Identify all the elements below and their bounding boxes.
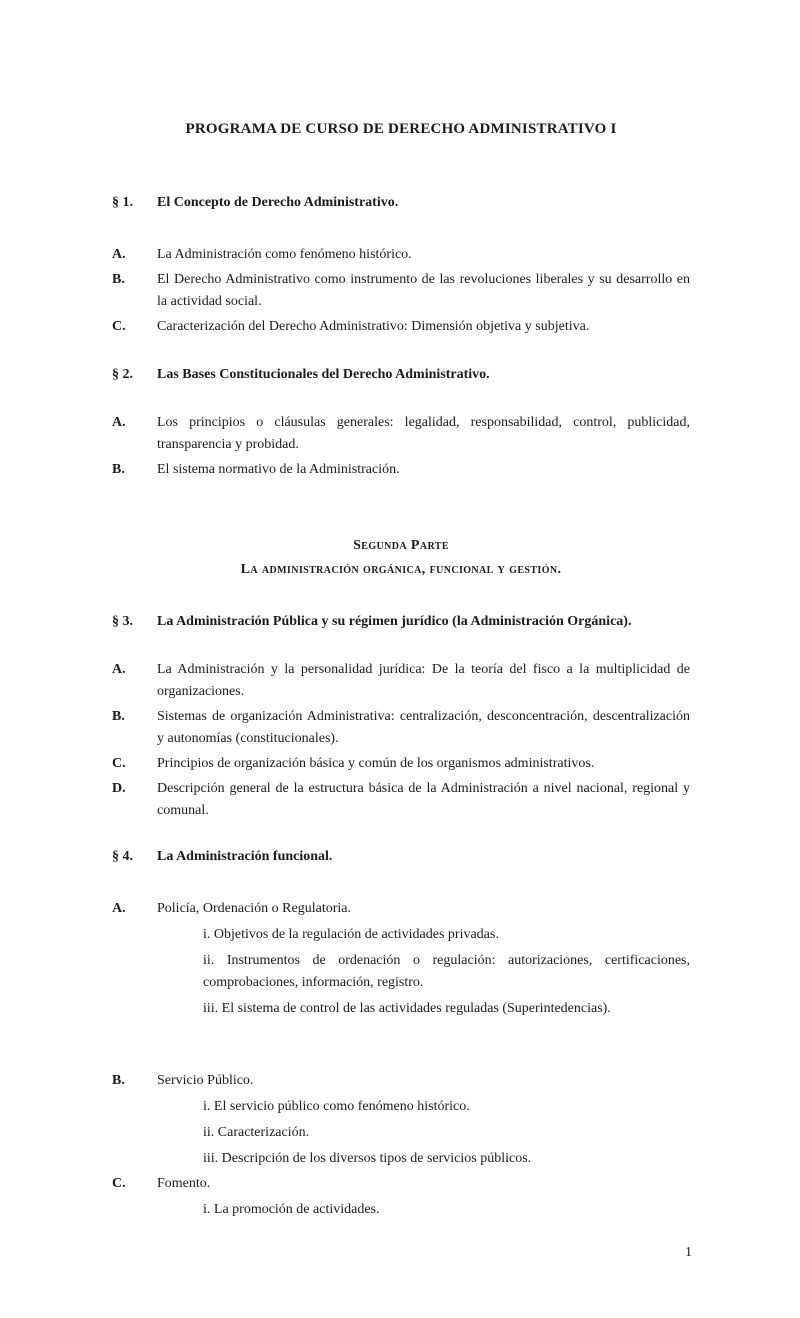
section-3-title: La Administración Pública y su régimen jurídico (la Administración Orgánica). — [157, 614, 632, 629]
section-1 — [112, 192, 690, 338]
list-item — [112, 659, 690, 703]
item-label: B. — [112, 462, 125, 477]
item-text: Caracterización del Derecho Administrativo: Dimensión objetiva y subjetiva. — [157, 319, 590, 334]
sub-item: iii. El sistema de control de las actividades reguladas (Superintedencias). — [203, 1001, 611, 1016]
sub-item: i. Objetivos de la regulación de actividades privadas. — [203, 927, 499, 942]
sub-item: iii. Descripción de los diversos tipos de servicios públicos. — [203, 1151, 532, 1166]
section-3-items — [112, 659, 690, 822]
section-4 — [112, 846, 690, 1221]
sub-item: i. La promoción de actividades. — [203, 1202, 380, 1217]
item-text: Descripción general de la estructura básica de la Administración a nivel nacional, regional y comunal. — [157, 781, 690, 818]
section-2-title: Las Bases Constitucionales del Derecho Administrativo. — [157, 367, 490, 382]
item-label: A. — [112, 247, 126, 262]
document-title: PROGRAMA DE CURSO DE DERECHO ADMINISTRATIVO I — [185, 121, 617, 137]
item-label: B. — [112, 1073, 125, 1088]
section-3-number: § 3. — [112, 614, 133, 629]
item-label: C. — [112, 319, 126, 334]
section-1-heading — [112, 192, 690, 214]
list-item — [112, 753, 690, 775]
item-label: A. — [112, 662, 126, 677]
item-text: Los principios o cláusulas generales: legalidad, responsabilidad, control, publicidad, transparencia y probidad. — [157, 415, 690, 452]
item-label: C. — [112, 1176, 126, 1191]
list-item — [112, 898, 690, 920]
section-1-number: § 1. — [112, 195, 133, 210]
part-header-line1: Segunda Parte — [353, 538, 449, 553]
section-1-items — [112, 244, 690, 338]
list-item — [112, 706, 690, 750]
section-2 — [112, 364, 690, 481]
item-text: Servicio Público. — [157, 1073, 254, 1088]
section-3 — [112, 611, 690, 822]
list-item — [112, 412, 690, 456]
page-number: 1 — [685, 1245, 692, 1260]
list-item — [112, 1070, 690, 1092]
list-item — [112, 269, 690, 313]
section-3-heading — [112, 611, 690, 633]
section-4-items — [112, 898, 690, 1221]
item-label: C. — [112, 756, 126, 771]
item-label: B. — [112, 709, 125, 724]
item-label: A. — [112, 415, 126, 430]
item-text: La Administración como fenómeno histórico. — [157, 247, 412, 262]
list-item — [112, 1173, 690, 1195]
item-text: La Administración y la personalidad jurídica: De la teoría del fisco a la multiplicidad de organizaciones. — [157, 662, 690, 699]
item-label: D. — [112, 781, 126, 796]
item-label: B. — [112, 272, 125, 287]
section-4-number: § 4. — [112, 849, 133, 864]
section-1-title: El Concepto de Derecho Administrativo. — [157, 195, 399, 210]
section-2-heading — [112, 364, 690, 386]
sub-item: ii. Caracterización. — [203, 1125, 310, 1140]
list-item — [112, 244, 690, 266]
item-text: El sistema normativo de la Administración. — [157, 462, 400, 477]
item-text: Sistemas de organización Administrativa: centralización, desconcentración, descentralización y autonomías (constitucionales). — [157, 709, 690, 746]
sub-item: ii. Instrumentos de ordenación o regulación: autorizaciones, certificaciones, comprobaciones, información, registro. — [203, 953, 690, 990]
section-4-title: La Administración funcional. — [157, 849, 333, 864]
item-text: El Derecho Administrativo como instrumento de las revoluciones liberales y su desarrollo en la actividad social. — [157, 272, 690, 309]
sub-item: i. El servicio público como fenómeno histórico. — [203, 1099, 470, 1114]
list-item — [112, 316, 690, 338]
item-text: Policía, Ordenación o Regulatoria. — [157, 901, 351, 916]
section-2-items — [112, 412, 690, 481]
item-label: A. — [112, 901, 126, 916]
item-text: Fomento. — [157, 1176, 211, 1191]
section-2-number: § 2. — [112, 367, 133, 382]
list-item — [112, 778, 690, 822]
part-header-line2: La administración orgánica, funcional y gestión. — [240, 562, 562, 577]
section-4-heading — [112, 846, 690, 868]
list-item — [112, 459, 690, 481]
item-text: Principios de organización básica y común de los organismos administrativos. — [157, 756, 595, 771]
